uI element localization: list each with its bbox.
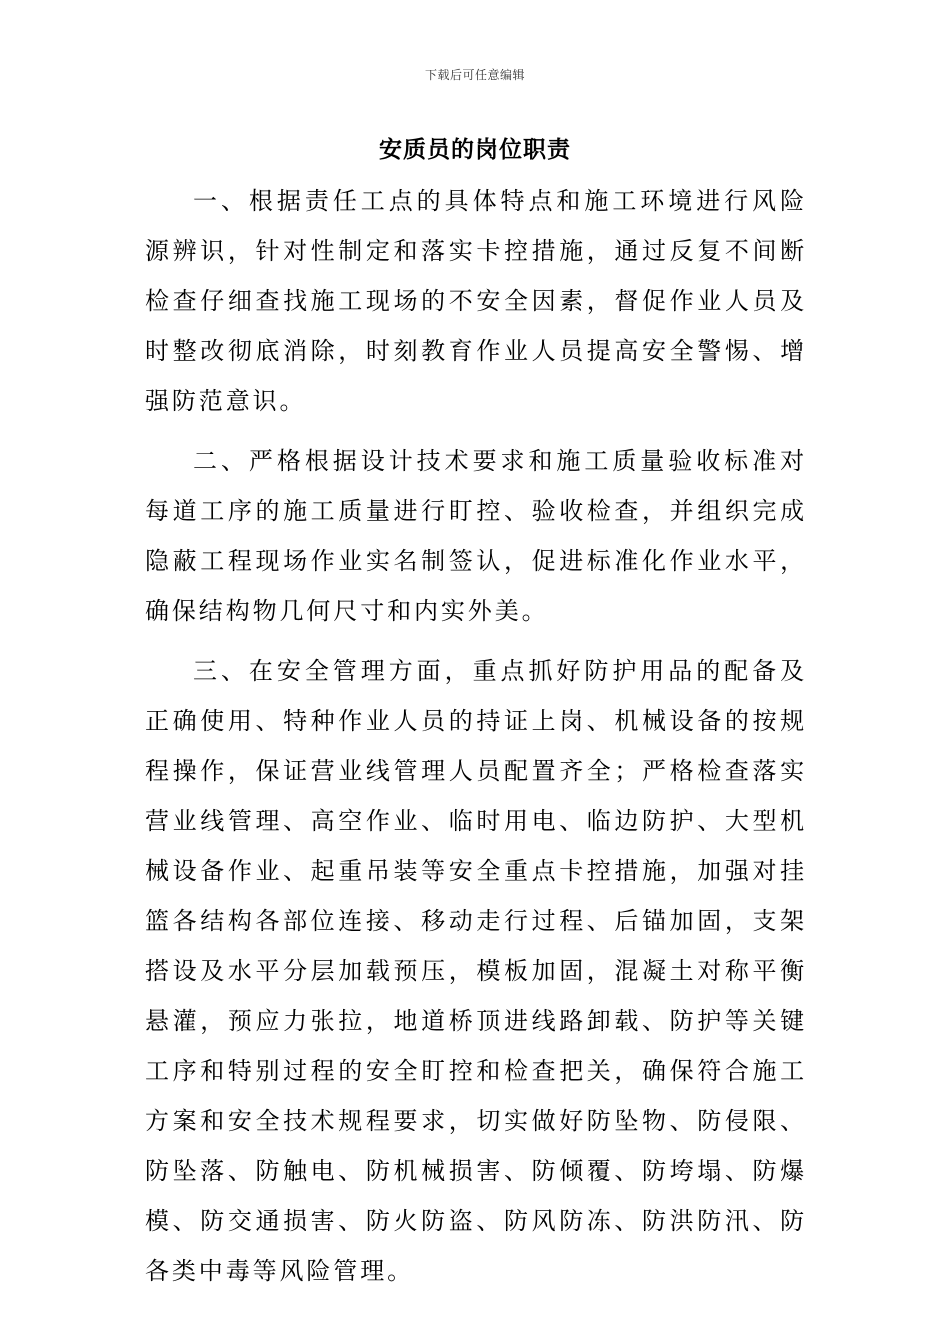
page-header-note: 下载后可任意编辑 <box>424 68 525 82</box>
paragraph-1: 一、根据责任工点的具体特点和施工环境进行风险源辨识，针对性制定和落实卡控措施，通过反复不间断检查仔细查找施工现场的不安全因素，督促作业人员及时整改彻底消除，时刻教育作业人员提高安全警惕、增强防范意识。 <box>145 187 807 415</box>
paragraph-2: 二、严格根据设计技术要求和施工质量验收标准对每道工序的施工质量进行盯控、验收检查，并组织完成隐蔽工程现场作业实名制签认，促进标准化作业水平，确保结构物几何尺寸和内实外美。 <box>145 447 807 625</box>
document-body <box>145 176 807 1296</box>
document-title: 安质员的岗位职责 <box>379 136 571 163</box>
paragraph-3: 三、在安全管理方面，重点抓好防护用品的配备及正确使用、特种作业人员的持证上岗、机械设备的按规程操作，保证营业线管理人员配置齐全；严格检查落实营业线管理、高空作业、临时用电、临边防护、大型机械设备作业、起重吊装等安全重点卡控措施，加强对挂篮各结构各部位连接、移动走行过程、后锚加固，支架搭设及水平分层加载预压，模板加固，混凝土对称平衡悬灌，预应力张拉，地道桥顶进线路卸载、防护等关键工序和特别过程的安全盯控和检查把关，确保符合施工方案和安全技术规程要求，切实做好防坠物、防侵限、防坠落、防触电、防机械损害、防倾覆、防垮塌、防爆模、防交通损害、防火防盗、防风防冻、防洪防汛、防各类中毒等风险管理。 <box>145 657 807 1285</box>
